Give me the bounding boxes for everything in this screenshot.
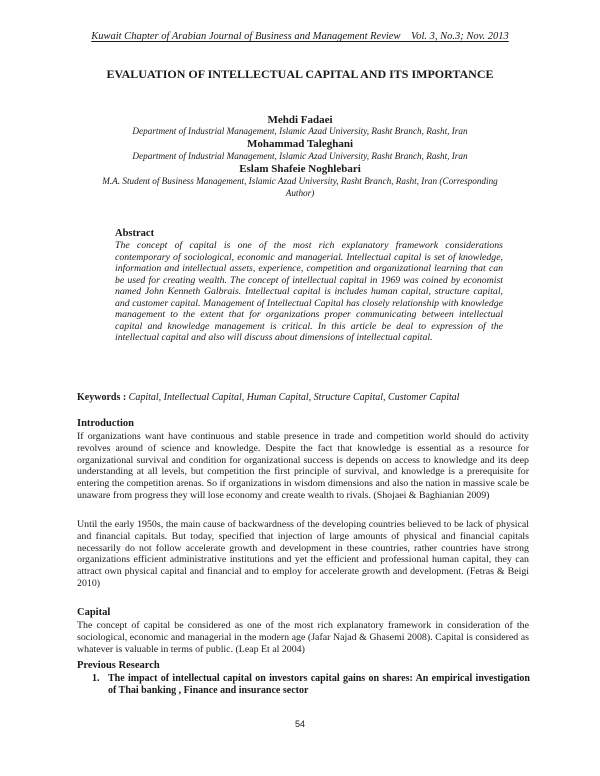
introduction-paragraph-1: If organizations want have continuous and stable presence in trade and competition world should do activity revolves around of science and knowledge. Despite the fact that knowledge is essential as a resource for organizational survival and condition for organizational success is depends on access to knowledge and its deep understanding at all levels, but competition the first principle of survival, and knowledge is a prerequisite for entering the competition arenas. So if organizations in wisdom dimensions and also the nation in massive scale be unaware from progress they will lose economy and create wealth to rivals. (Shojaei & Baghianian 2009)	[77, 431, 529, 501]
author-affiliation: M.A. Student of Business Management, Islamic Azad University, Rasht Branch, Rasht, Iran (Corresponding Author)	[102, 176, 498, 198]
section-heading-capital: Capital	[77, 607, 111, 618]
list-item-text: The impact of intellectual capital on investors capital gains on shares: An empirical investigation of Thai banking , Finance and insurance sector	[108, 673, 530, 696]
running-header	[0, 31, 600, 42]
paper-title: EVALUATION OF INTELLECTUAL CAPITAL AND ITS IMPORTANCE	[106, 67, 494, 81]
section-heading-previous-research: Previous Research	[77, 660, 160, 671]
capital-paragraph: The concept of capital be considered as one of the most rich explanatory framework in consideration of the sociological, economic and managerial in the modern age (Jafar Najad & Ghasemi 2008). Capital is considered as whatever is valuable in terms of public. (Leap Et al 2004)	[77, 620, 529, 655]
author-name: Mehdi Fadaei	[267, 114, 333, 126]
list-item-number: 1.	[92, 673, 100, 684]
keywords-list: Capital, Intellectual Capital, Human Capital, Structure Capital, Customer Capital	[128, 392, 460, 403]
abstract-heading: Abstract	[115, 228, 155, 239]
author-name: Mohammad Taleghani	[246, 138, 354, 150]
journal-name: Kuwait Chapter of Arabian Journal of Business and Management Review	[91, 31, 401, 42]
author-name: Eslam Shafeie Noghlebari	[239, 163, 361, 175]
introduction-paragraph-2: Until the early 1950s, the main cause of backwardness of the developing countries believed to be lack of physical and financial capitals. But today, specified that injection of large amounts of physical and financial capitals necessarily do not follow accelerate growth and development in these countries, rather countries have strong organizations efficient administrative institutions and yet the efficient and professional human capital, they can attract own physical capital and financial and to employ for accelerate growth and development. (Fetras & Beigi 2010)	[77, 519, 529, 589]
volume-info: Vol. 3, No.3; Nov. 2013	[410, 31, 509, 42]
keywords-label: Keywords :	[77, 392, 127, 403]
section-heading-introduction: Introduction	[77, 418, 134, 429]
list-item	[92, 673, 530, 697]
author-affiliation: Department of Industrial Management, Islamic Azad University, Rasht Branch, Rasht, Iran	[132, 126, 468, 136]
page-number: 54	[294, 719, 305, 729]
keywords	[77, 392, 547, 403]
author-affiliation: Department of Industrial Management, Islamic Azad University, Rasht Branch, Rasht, Iran	[132, 151, 468, 161]
abstract-text: The concept of capital is one of the most rich explanatory framework considerations contemporary of sociological, economic and managerial. Intellectual capital is set of knowledge, information and intellectual assets, experience, competition and organizational learning that can be used for creating wealth. The concept of intellectual capital in 1969 was coined by economist named John Kenneth Galbrais. Intellectual capital is includes human capital, structure capital, and customer capital. Management of Intellectual Capital has closely relationship with knowledge management to the extent that for organizations proper communicating between intellectual capital and knowledge management is critical. In this article be deal to expression of the intellectual capital and also will discuss about dimensions of intellectual capital.	[115, 240, 503, 344]
